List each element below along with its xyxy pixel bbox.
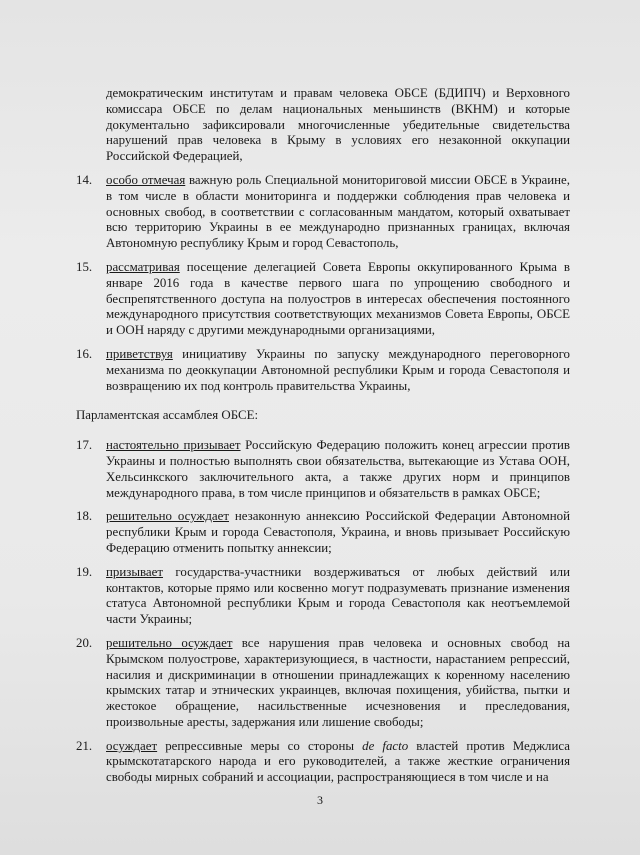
intro-line: нарушений прав человека в Крыму в условиях его незаконной оккупации bbox=[106, 133, 570, 148]
resolution-text bbox=[106, 509, 570, 556]
paragraph-14 bbox=[76, 173, 570, 252]
paragraph-15 bbox=[76, 260, 570, 339]
paragraph-number-spacer bbox=[76, 86, 106, 165]
resolution-text bbox=[106, 565, 570, 628]
paragraph-rest: инициативу Украины по запуску международного переговорного механизма по деоккупации Автономной республики Крым и города Севастополя и возвращению их под контроль правительства Украины, bbox=[106, 346, 570, 393]
paragraph-rest: посещение делегацией Совета Европы оккупированного Крыма в январе 2016 года в качестве первого шага по упрощению свободного и беспрепятственного доступа на полуостров в интересах обеспечения постоянного международного присутствия соответствующих механизмов Совета Европы, ОБСЕ и ООН наряду с другими международными организациями, bbox=[106, 259, 570, 338]
resolution-text bbox=[106, 438, 570, 501]
resolution-20 bbox=[76, 636, 570, 731]
page-number: 3 bbox=[317, 793, 323, 807]
resolution-text bbox=[106, 739, 570, 786]
paragraph-16 bbox=[76, 347, 570, 394]
paragraph-text bbox=[106, 347, 570, 394]
resolution-rest: государства-участники воздерживаться от любых действий или контактов, которые прямо или косвенно могут подразумевать признание изменения статуса Автономной республики Крым и города Севастополя как неотъемлемой части Украины; bbox=[106, 564, 570, 627]
resolution-number: 19. bbox=[76, 564, 93, 579]
resolution-rest-after: властей против Меджлиса крымскотатарского народа и его руководителей, а также жесткие ограничения свободы мирных собраний и ассоциации, распространяющиеся в том числе и на bbox=[106, 738, 570, 785]
resolution-17 bbox=[76, 438, 570, 501]
intro-continuation bbox=[76, 86, 570, 165]
intro-line: комиссара ОБСЕ по делам национальных меньшинств (ВКНМ) и которые bbox=[106, 101, 570, 116]
resolution-rest-before: репрессивные меры со стороны bbox=[157, 738, 363, 753]
paragraph-number: 15. bbox=[76, 259, 93, 274]
resolution-18 bbox=[76, 509, 570, 556]
assembly-heading: Парламентская ассамблея ОБСЕ: bbox=[76, 408, 259, 423]
paragraph-text bbox=[106, 260, 570, 339]
paragraph-text bbox=[106, 173, 570, 252]
paragraph-number: 14. bbox=[76, 172, 93, 187]
resolution-number: 18. bbox=[76, 509, 93, 524]
paragraph-lead: особо отмечая bbox=[106, 172, 186, 187]
intro-text bbox=[106, 86, 570, 165]
resolution-lead: настоятельно призывает bbox=[106, 438, 241, 453]
intro-line: Российской Федерацией, bbox=[106, 149, 243, 164]
intro-line: демократическим институтам и правам человека ОБСЕ (БДИПЧ) и Верховного bbox=[106, 86, 570, 100]
resolution-italic-term: de facto bbox=[362, 738, 409, 753]
paragraph-rest: важную роль Специальной мониториговой миссии ОБСЕ в Украине, в том числе в области мониторинга и поддержки соблюдения прав человека и основных свобод, в соответствии с согласованным мандатом, который охватывает всю территорию Украины в ее международно признанных границах, включая Автономную республику Крым и город Севастополь, bbox=[106, 172, 570, 251]
resolution-rest: Российскую Федерацию положить конец агрессии против Украины и полностью выполнять свои обязательства, вытекающие из Устава ООН, Хельсинкского заключительного акта, а также других норм и принципов международного права, в том числе принципов и обязательств в рамках ОБСЕ; bbox=[106, 438, 570, 500]
intro-line: документально зафиксировали многочисленные убедительные свидетельства bbox=[106, 117, 570, 132]
resolution-lead: призывает bbox=[106, 564, 163, 579]
resolution-text bbox=[106, 636, 570, 731]
resolution-21 bbox=[76, 739, 570, 786]
resolution-lead: решительно осуждает bbox=[106, 635, 233, 650]
paragraph-lead: приветствуя bbox=[106, 346, 173, 361]
resolution-number: 20. bbox=[76, 635, 93, 650]
resolution-lead: осуждает bbox=[106, 738, 158, 753]
resolution-rest: незаконную аннексию Российской Федерации Автономной республики Крым и города Севастополя, Украина, и вновь призывает Российскую Федерацию отменить попытку аннексии; bbox=[106, 509, 571, 555]
resolution-19 bbox=[76, 565, 570, 628]
paragraph-lead: рассматривая bbox=[106, 259, 180, 274]
resolution-lead: решительно осуждает bbox=[106, 509, 229, 524]
resolution-number: 17. bbox=[76, 438, 93, 453]
resolution-rest: все нарушения прав человека и основных свобод на Крымском полуострове, характеризующиеся, в частности, нарастанием репрессий, насилия и дискриминации в отношении принадлежащих к коренному населению крымских татар и этнических украинцев, включая похищения, убийства, пытки и жестокое обращение, насильственные исчезновения и преследования, произвольные аресты, задержания или лишение свободы; bbox=[106, 635, 570, 729]
paragraph-number: 16. bbox=[76, 346, 93, 361]
document-body bbox=[76, 86, 570, 786]
resolution-number: 21. bbox=[76, 738, 93, 753]
